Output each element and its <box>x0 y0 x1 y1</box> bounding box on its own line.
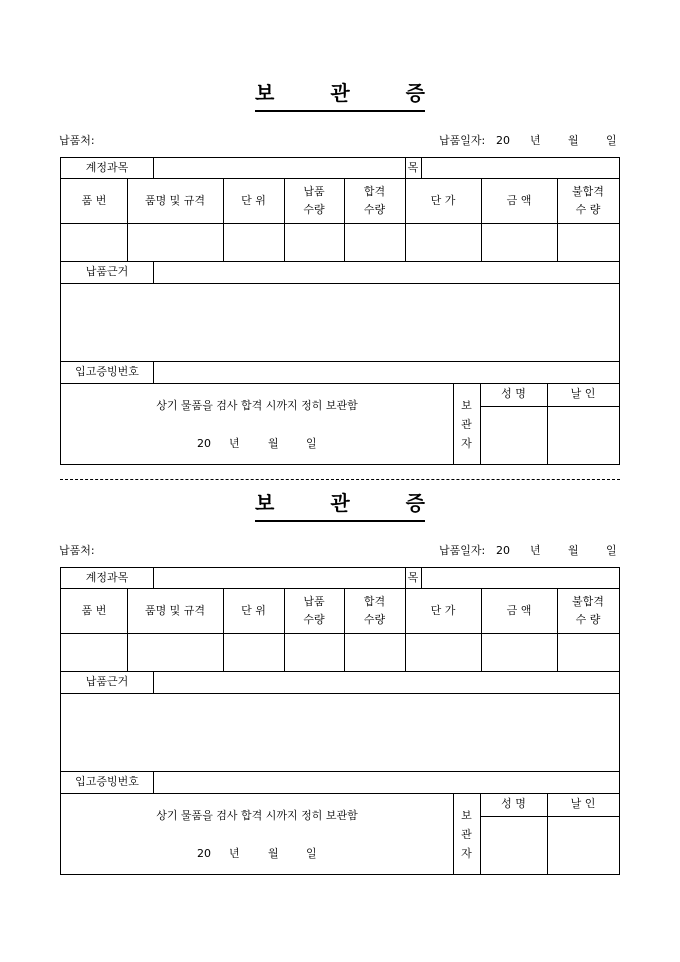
delivery-date-month-unit: 월 <box>568 544 579 557</box>
col-item-no: 품 번 <box>81 194 107 207</box>
title-char: 관 <box>330 491 350 515</box>
statement-day-unit: 일 <box>306 847 317 860</box>
title-char: 관 <box>330 81 350 105</box>
statement-year: 20 <box>197 847 211 860</box>
delivery-date-label: 납품일자: <box>439 544 486 557</box>
col-amount: 금 액 <box>506 604 532 617</box>
account-label: 계정과목 <box>85 571 129 584</box>
delivery-date-day-unit: 일 <box>606 544 617 557</box>
col-item-no: 품 번 <box>81 604 107 617</box>
account-label: 계정과목 <box>85 161 129 174</box>
delivery-date-label: 납품일자: <box>439 134 486 147</box>
col-amount: 금 액 <box>506 194 532 207</box>
keeper-name-label: 성 명 <box>501 387 526 400</box>
col-fail-qty-line1: 불합격 <box>572 185 604 198</box>
statement-day-unit: 일 <box>306 437 317 450</box>
keeper-char: 관 <box>461 828 472 841</box>
supplier-label: 납품처: <box>59 134 95 147</box>
delivery-date-year-unit: 년 <box>530 134 541 147</box>
statement-month-unit: 월 <box>268 847 279 860</box>
col-unit-price: 단 가 <box>430 194 456 207</box>
receipt-table <box>60 157 620 465</box>
item-label: 목 <box>407 161 419 174</box>
col-pass-qty-line1: 합격 <box>363 595 386 608</box>
col-pass-qty-line1: 합격 <box>363 185 386 198</box>
basis-label: 납품근거 <box>85 265 129 278</box>
delivery-date-year: 20 <box>496 544 510 557</box>
col-name-spec: 품명 및 규격 <box>144 194 206 207</box>
col-pass-qty-line2: 수량 <box>363 203 386 216</box>
form-title <box>255 82 425 112</box>
item-label: 목 <box>407 571 419 584</box>
delivery-date-day-unit: 일 <box>606 134 617 147</box>
col-unit-price: 단 가 <box>430 604 456 617</box>
col-fail-qty-line2: 수 량 <box>575 203 601 216</box>
form-title <box>255 492 425 522</box>
receipt-evidence-label: 입고증빙번호 <box>75 365 139 378</box>
receipt-table <box>60 567 620 875</box>
keeper-name-label: 성 명 <box>501 797 526 810</box>
basis-label: 납품근거 <box>85 675 129 688</box>
col-delivery-qty-line2: 수량 <box>303 613 325 626</box>
col-pass-qty-line2: 수량 <box>363 613 386 626</box>
keeper-seal-label: 날 인 <box>570 387 596 400</box>
cut-line <box>60 479 620 480</box>
keeper-char: 보 <box>461 399 472 412</box>
statement-year-unit: 년 <box>229 847 240 860</box>
statement-year: 20 <box>197 437 211 450</box>
custody-statement: 상기 물품을 검사 합격 시까지 정히 보관함 <box>156 399 358 412</box>
col-delivery-qty-line1: 납품 <box>303 185 325 198</box>
col-delivery-qty-line1: 납품 <box>303 595 325 608</box>
statement-year-unit: 년 <box>229 437 240 450</box>
title-char: 보 <box>255 491 275 515</box>
keeper-char: 보 <box>461 809 472 822</box>
col-delivery-qty-line2: 수량 <box>303 203 325 216</box>
receipt-evidence-label: 입고증빙번호 <box>75 775 139 788</box>
keeper-char: 관 <box>461 418 472 431</box>
delivery-date-year: 20 <box>496 134 510 147</box>
keeper-char: 자 <box>461 847 472 860</box>
title-char: 보 <box>255 81 275 105</box>
keeper-seal-label: 날 인 <box>570 797 596 810</box>
col-unit: 단 위 <box>241 604 266 617</box>
custody-statement: 상기 물품을 검사 합격 시까지 정히 보관함 <box>156 809 358 822</box>
col-fail-qty-line2: 수 량 <box>575 613 601 626</box>
col-unit: 단 위 <box>241 194 266 207</box>
delivery-date-month-unit: 월 <box>568 134 579 147</box>
delivery-date-year-unit: 년 <box>530 544 541 557</box>
keeper-char: 자 <box>461 437 472 450</box>
title-char: 증 <box>405 81 425 105</box>
statement-month-unit: 월 <box>268 437 279 450</box>
title-char: 증 <box>405 491 425 515</box>
col-name-spec: 품명 및 규격 <box>144 604 206 617</box>
supplier-label: 납품처: <box>59 544 95 557</box>
col-fail-qty-line1: 불합격 <box>572 595 604 608</box>
